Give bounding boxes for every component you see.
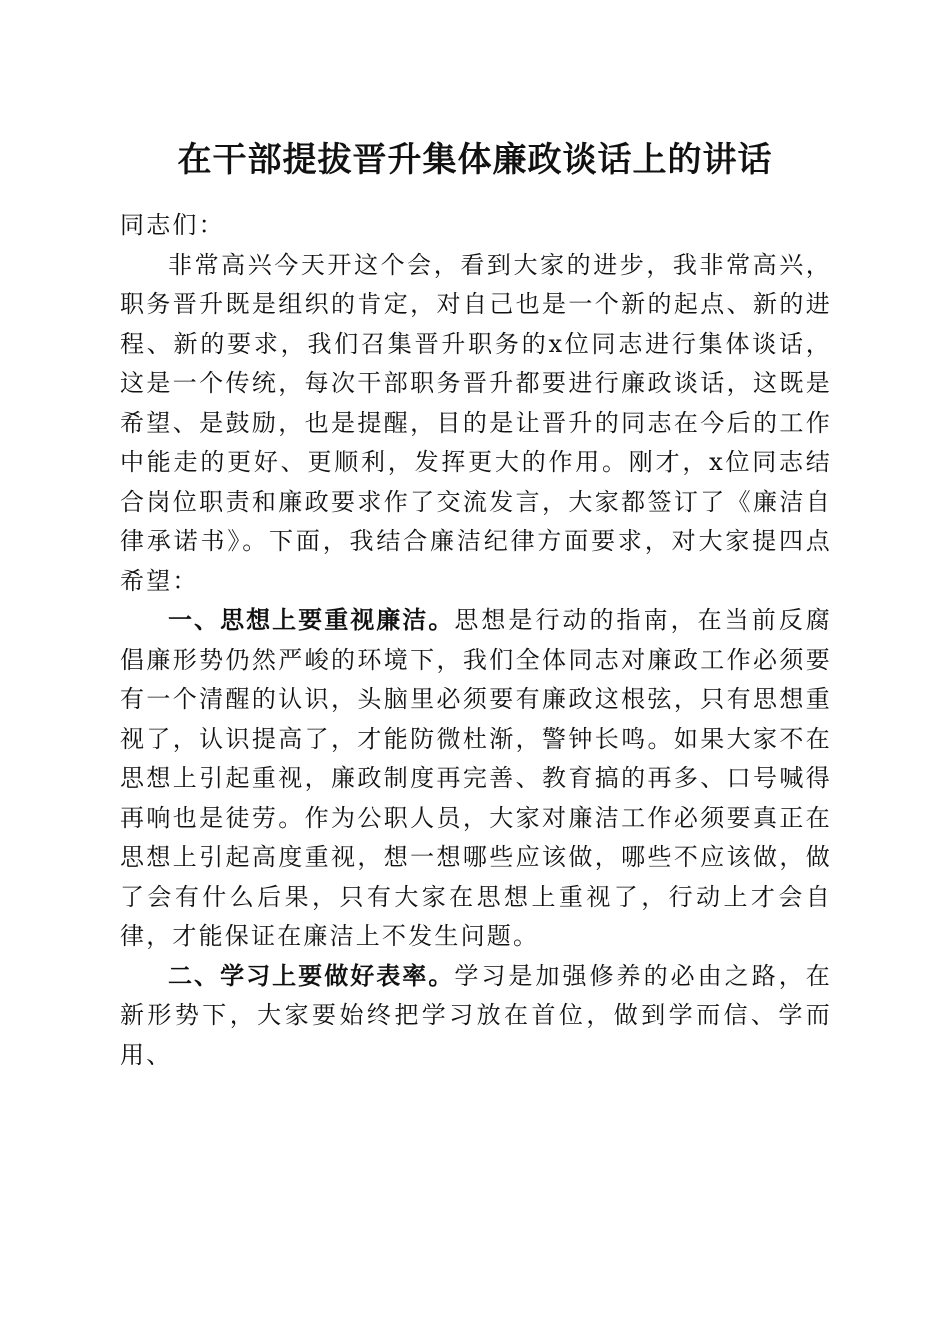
salutation: 同志们： [120,211,225,239]
section-paragraph-1 [120,601,832,957]
section-text-2: 学习是加强修养的必由之路，在新形势下，大家要始终把学习放在首位，做到学而信、学而用、 [120,961,832,1069]
section-heading-2: 二、学习上要做好表率。 [168,961,455,990]
document-title: 在干部提拔晋升集体廉政谈话上的讲话 [177,140,773,180]
section-paragraph-2 [120,957,832,1076]
section-text-1: 思想是行动的指南，在当前反腐倡廉形势仍然严峻的环境下，我们全体同志对廉政工作必须要有一个清醒的认识，头脑里必须要有廉政这根弦，只有思想重视了，认识提高了，才能防微杜渐，警钟长鸣。如果大家不在思想上引起重视，廉政制度再完善、教育搞的再多、口号喊得再响也是徒劳。作为公职人员，大家对廉洁工作必须要真正在思想上引起高度重视，想一想哪些应该做，哪些不应该做，做了会有什么后果，只有大家在思想上重视了，行动上才会自律，才能保证在廉洁上不发生问题。 [120,606,832,950]
section-heading-1: 一、思想上要重视廉洁。 [168,606,455,634]
document-body [120,206,832,1075]
intro-paragraph: 非常高兴今天开这个会，看到大家的进步，我非常高兴，职务晋升既是组织的肯定，对自己也是一个新的起点、新的进程、新的要求，我们召集晋升职务的x位同志进行集体谈话，这是一个传统，每次干部职务晋升都要进行廉政谈话，这既是希望、是鼓励，也是提醒，目的是让晋升的同志在今后的工作中能走的更好、更顺利，发挥更大的作用。刚才，x位同志结合岗位职责和廉政要求作了交流发言，大家都签订了《廉洁自律承诺书》。下面，我结合廉洁纪律方面要求，对大家提四点希望： [120,250,832,595]
